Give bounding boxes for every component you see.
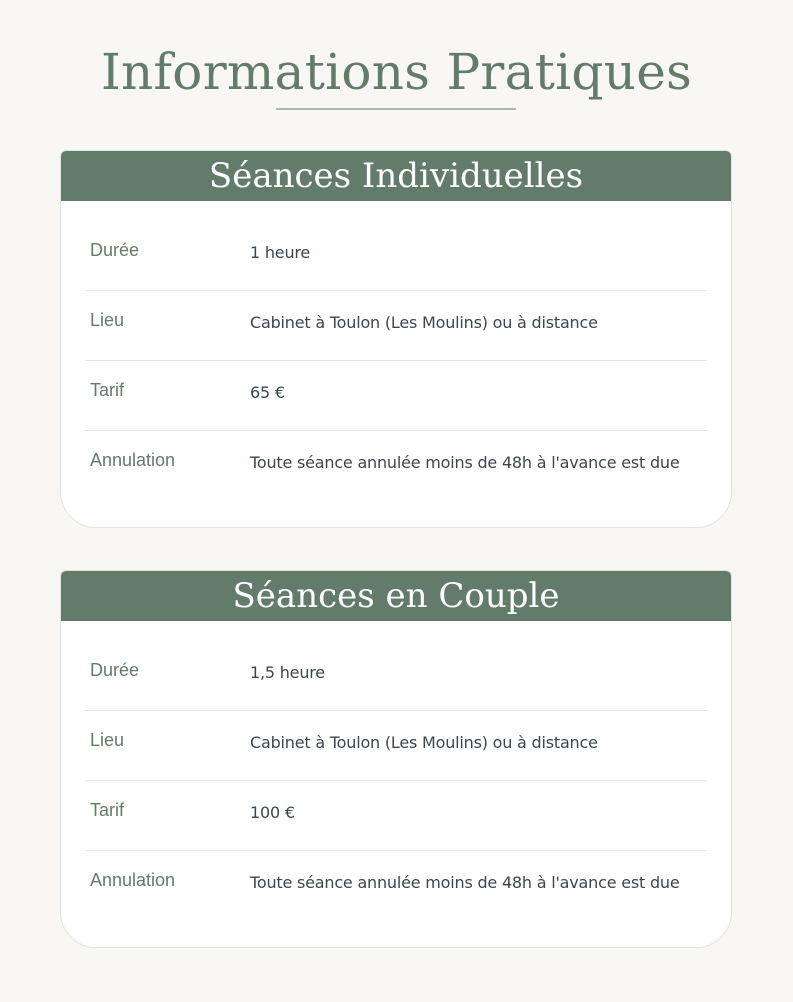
row-value: 100 € (250, 803, 295, 822)
row-label: Annulation (90, 870, 176, 890)
row-duration (85, 221, 707, 291)
row-value: 1,5 heure (250, 663, 325, 682)
row-price (85, 781, 707, 851)
row-value: Cabinet à Toulon (Les Moulins) ou à distance (250, 313, 598, 332)
row-duration (85, 641, 707, 711)
row-cancellation (85, 431, 707, 501)
card-couple-sessions (60, 570, 732, 948)
row-label: Durée (90, 240, 140, 260)
row-value: Toute séance annulée moins de 48h à l'avance est due (250, 873, 680, 892)
row-label: Lieu (90, 730, 125, 750)
row-cancellation (85, 851, 707, 921)
row-value: 65 € (250, 383, 285, 402)
row-location (85, 291, 707, 361)
row-value: Toute séance annulée moins de 48h à l'avance est due (250, 453, 680, 472)
row-location (85, 711, 707, 781)
row-value: 1 heure (250, 243, 311, 262)
card-header: Séances Individuelles (61, 151, 731, 201)
row-price (85, 361, 707, 431)
info-rows (61, 621, 731, 921)
info-rows (61, 201, 731, 501)
row-label: Tarif (90, 800, 125, 820)
row-value: Cabinet à Toulon (Les Moulins) ou à distance (250, 733, 598, 752)
row-label: Tarif (90, 380, 125, 400)
title-underline (276, 108, 516, 110)
row-label: Durée (90, 660, 140, 680)
row-label: Annulation (90, 450, 176, 470)
page-title: Informations Pratiques (100, 43, 693, 101)
row-label: Lieu (90, 310, 125, 330)
card-individual-sessions (60, 150, 732, 528)
card-header: Séances en Couple (61, 571, 731, 621)
